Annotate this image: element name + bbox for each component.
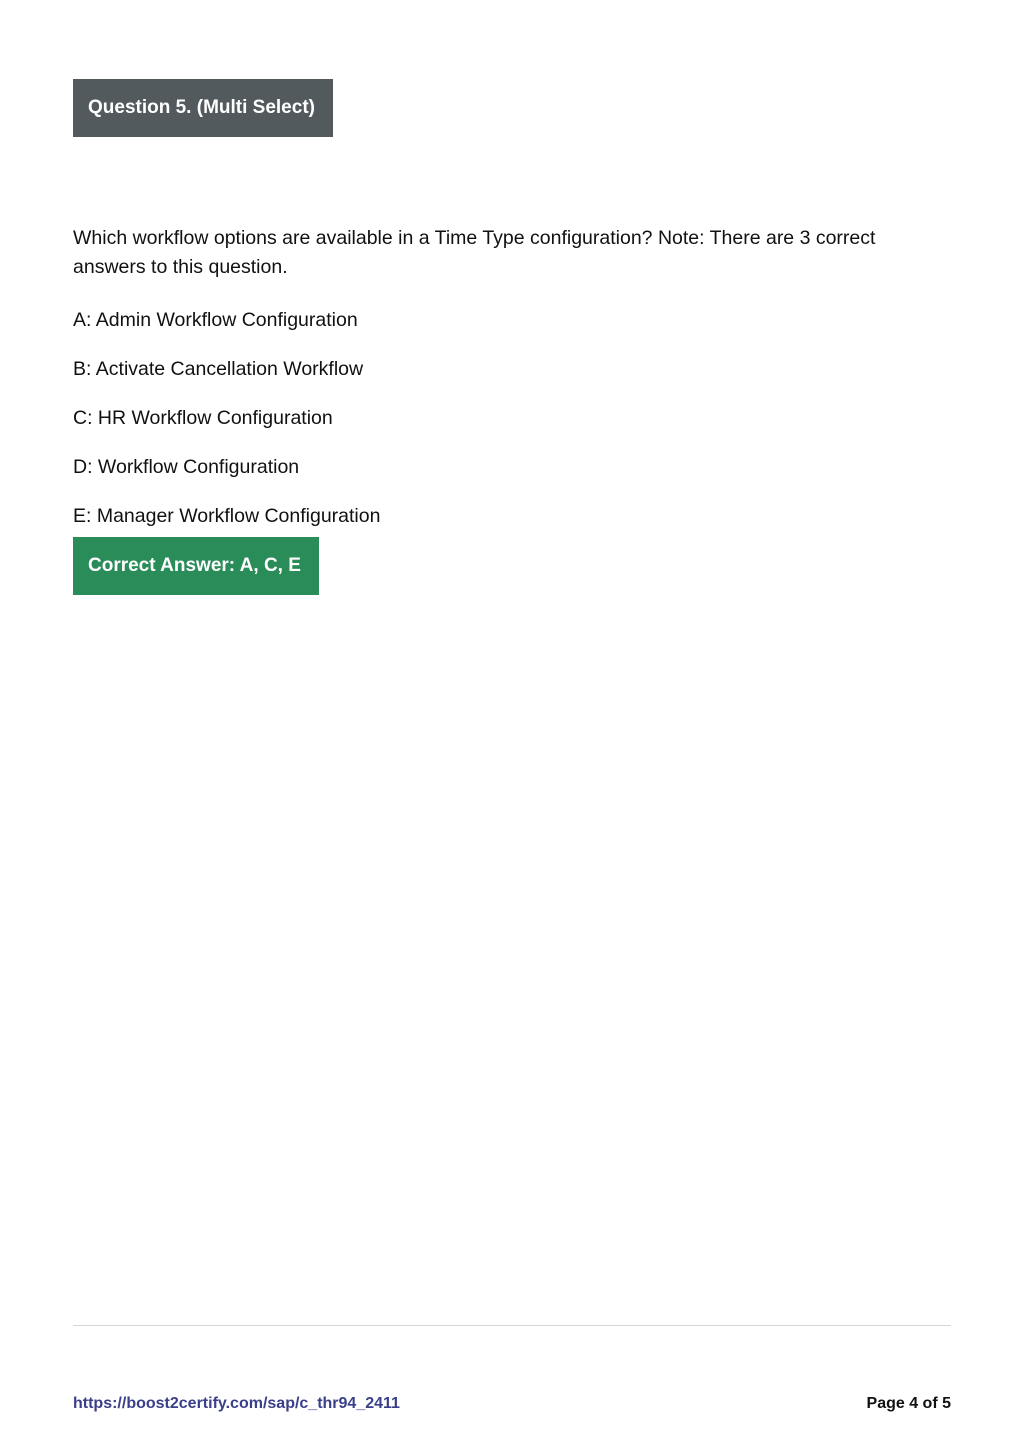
question-text: Which workflow options are available in a Time Type configuration? Note: There are 3 correct answers to this question.	[73, 227, 876, 278]
option-e: E: Manager Workflow Configuration	[73, 505, 381, 527]
page-number: Page 4 of 5	[866, 1395, 951, 1412]
correct-answer-badge: Correct Answer: A, C, E	[73, 537, 319, 595]
option-a: A: Admin Workflow Configuration	[73, 309, 358, 331]
option-d: D: Workflow Configuration	[73, 456, 300, 478]
footer-link[interactable]: https://boost2certify.com/sap/c_thr94_2411	[73, 1395, 400, 1412]
option-c: C: HR Workflow Configuration	[73, 407, 333, 429]
option-b: B: Activate Cancellation Workflow	[73, 358, 364, 380]
question-header: Question 5. (Multi Select)	[73, 79, 333, 137]
footer-divider	[73, 1325, 951, 1326]
answer-options-list	[73, 306, 380, 551]
